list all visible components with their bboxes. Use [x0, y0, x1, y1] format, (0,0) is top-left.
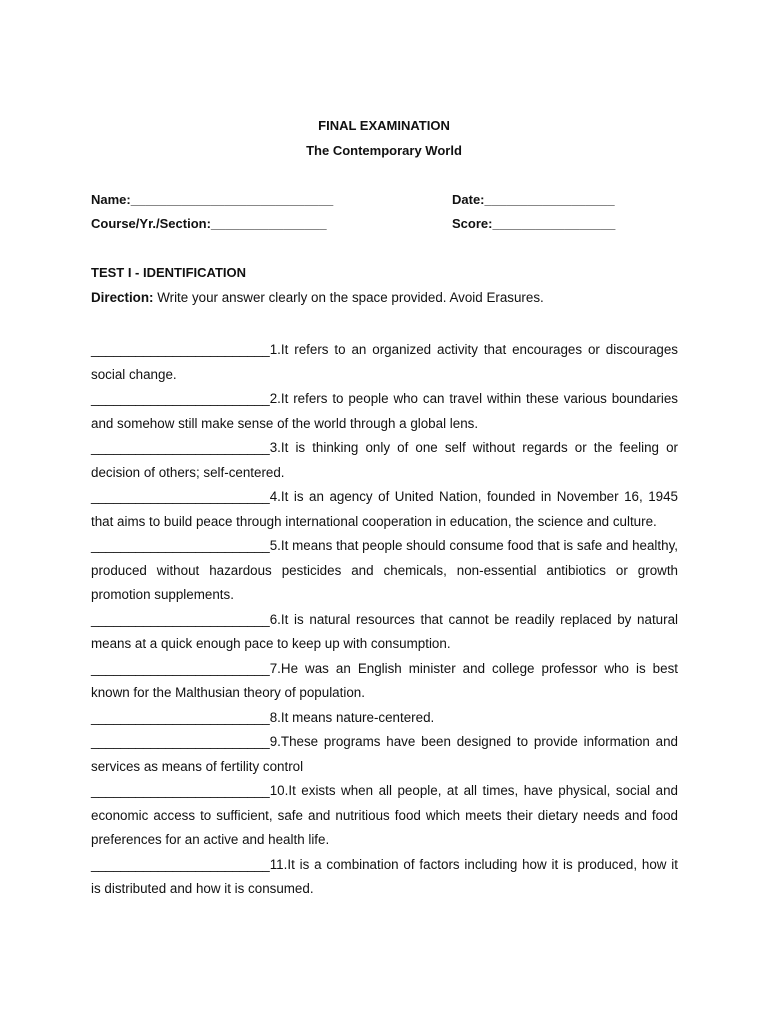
score-field: Score:_________________: [452, 216, 616, 231]
question-text: 1.It refers to an organized activity that encourages or discourages social change.: [91, 342, 678, 382]
answer-blank: ________________________: [91, 342, 270, 357]
direction-label: Direction:: [91, 290, 154, 305]
answer-blank: ________________________: [91, 391, 270, 406]
question-text: 7.He was an English minister and college professor who is best known for the Malthusian theory of population.: [91, 660, 678, 700]
question-item: [91, 706, 678, 731]
answer-blank: ________________________: [91, 734, 270, 749]
exam-subtitle: The Contemporary World: [306, 143, 462, 158]
question-item: [91, 657, 678, 706]
question-text: 11.It is a combination of factors including how it is produced, how it is distributed and how it is consumed.: [91, 856, 678, 896]
name-field: Name:____________________________: [91, 192, 334, 207]
question-list: [91, 338, 678, 902]
answer-blank: ________________________: [91, 611, 270, 627]
direction-text: Write your answer clearly on the space provided. Avoid Erasures.: [153, 290, 544, 305]
date-field: Date:__________________: [452, 192, 615, 207]
answer-blank: ________________________: [91, 783, 270, 798]
question-text: 3.It is thinking only of one self without regards or the feeling or decision of others; self-centered.: [91, 440, 678, 480]
answer-blank: ________________________: [91, 660, 270, 676]
question-item: [91, 338, 678, 387]
question-item: [91, 387, 678, 436]
question-text: 8.It means nature-centered.: [269, 709, 435, 725]
question-item: [91, 436, 678, 485]
test-heading: TEST I - IDENTIFICATION: [91, 265, 247, 280]
question-text: 5.It means that people should consume food that is safe and healthy, produced without hazardous pesticides and chemicals, non-essential antibiotics or growth promotion supplements.: [91, 538, 678, 602]
question-item: [91, 485, 678, 534]
answer-blank: ________________________: [91, 440, 270, 455]
exam-title: FINAL EXAMINATION: [318, 118, 450, 133]
question-item: [91, 608, 678, 657]
course-section-field: Course/Yr./Section:________________: [91, 216, 327, 231]
answer-blank: ________________________: [91, 856, 270, 872]
answer-blank: ________________________: [91, 538, 270, 553]
question-item: [91, 730, 678, 779]
question-item: [91, 779, 678, 853]
answer-blank: ________________________: [91, 489, 270, 504]
question-text: 6.It is natural resources that cannot be readily replaced by natural means at a quick enough pace to keep up with consumption.: [91, 611, 678, 651]
question-text: 10.It exists when all people, at all times, have physical, social and economic access to sufficient, safe and nutritious food which meets their dietary needs and food preferences for an active and health life.: [91, 783, 678, 847]
question-text: 4.It is an agency of United Nation, founded in November 16, 1945 that aims to build peace through international cooperation in education, the science and culture.: [91, 489, 678, 529]
question-item: [91, 853, 678, 902]
direction: [91, 290, 544, 305]
question-text: 9.These programs have been designed to provide information and services as means of fertility control: [91, 734, 678, 774]
answer-blank: ________________________: [91, 709, 270, 725]
question-item: [91, 534, 678, 608]
question-text: 2.It refers to people who can travel within these various boundaries and somehow still make sense of the world through a global lens.: [91, 391, 678, 431]
